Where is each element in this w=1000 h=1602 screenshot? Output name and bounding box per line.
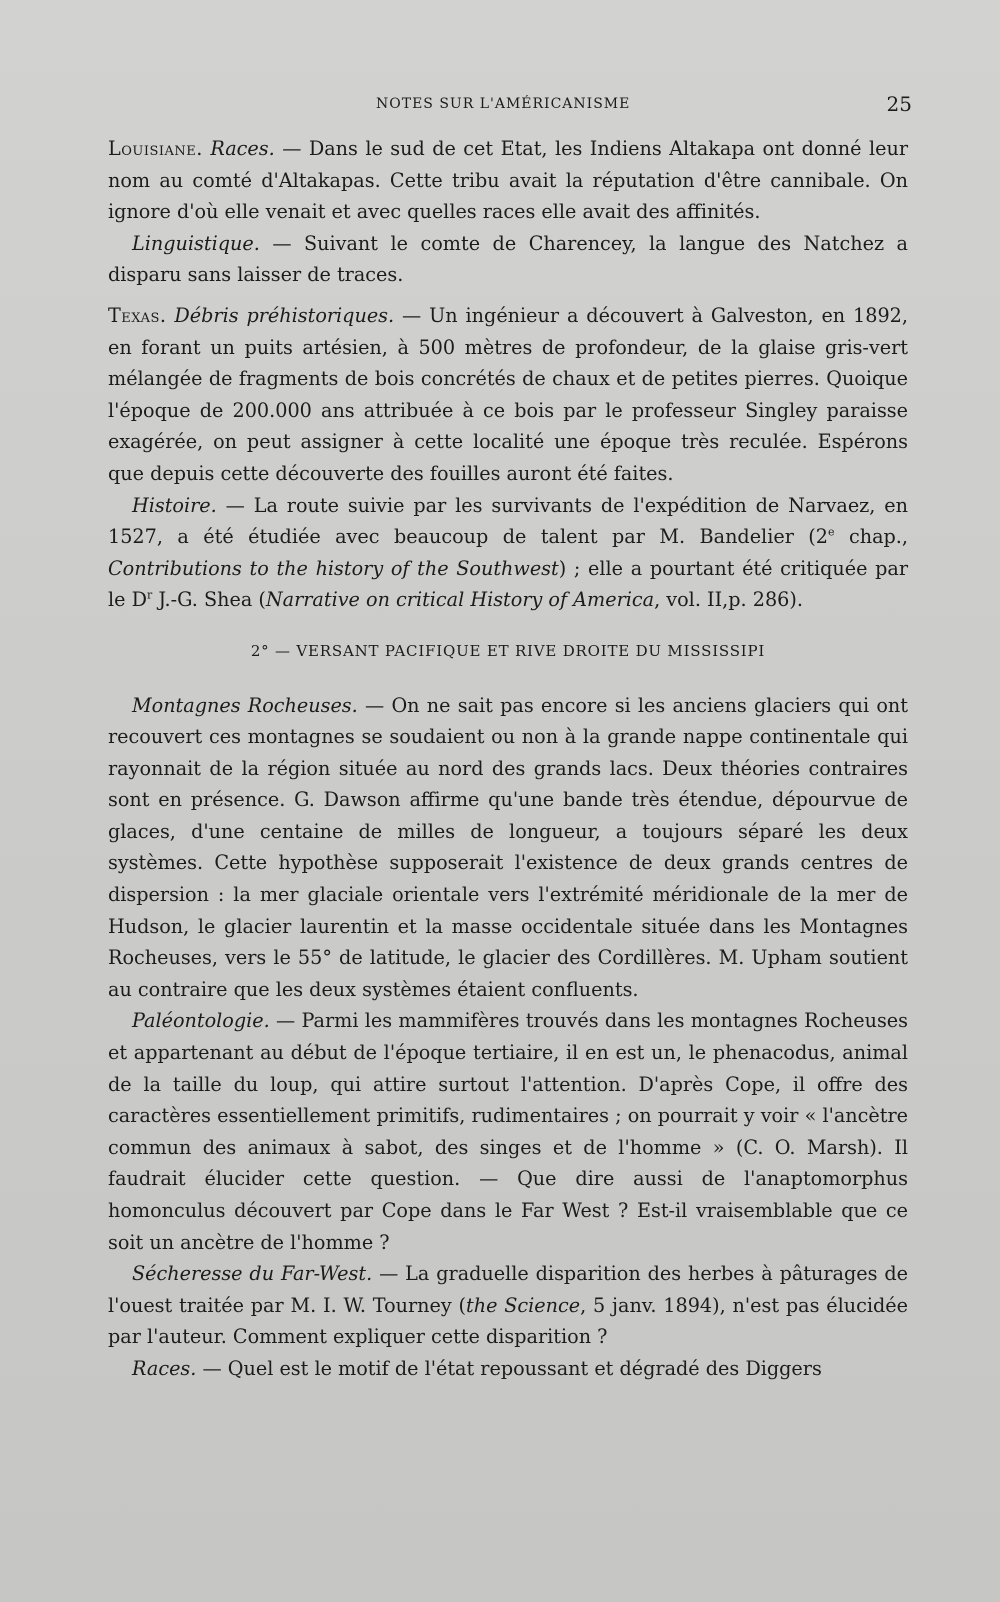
paragraph-text: — Suivant le comte de Charencey, la langue des Natchez a disparu sans laisser de traces.: [108, 231, 908, 287]
section-title: 2° — VERSANT PACIFIQUE ET RIVE DROITE DU MISSISSIPI: [250, 641, 766, 660]
page-header: [106, 94, 912, 118]
superscript: e: [828, 525, 835, 539]
paragraph-text: — On ne sait pas encore si les anciens glaciers qui ont recouvert ces montagnes se soudaient ou non à la grande nappe continentale qui rayonnait de la région située au nord des grands lacs. Deux théories contraires sont en présence. G. Dawson affirme qu'une bande très étendue, dépourvue de glaces, d'une centaine de milles de longueur, a toujours séparé les deux systèmes. Cette hypothèse supposerait l'existence de deux grands centres de dispersion : la mer glaciale orientale vers l'extrémité méridionale de la mer de Hudson, le glacier laurentin et la masse occidentale située dans les Montagnes Rocheuses, vers le 55° de latitude, le glacier des Cordillères. M. Upham soutient au contraire que les deux systèmes étaient confluents.: [108, 693, 908, 1001]
paragraph-secheresse: [108, 1258, 908, 1353]
topic-label-races: Races.: [132, 1356, 197, 1380]
paragraph-rocheuses: [108, 690, 908, 1006]
paragraph-text: ) ; elle a pourtant été critiquée par le D: [108, 556, 908, 612]
topic-label-debris: Débris préhistoriques.: [174, 303, 395, 327]
page-body: [108, 133, 908, 1385]
paragraph-louisiane-races: [108, 133, 908, 228]
region-heading-louisiane: Louisiane.: [108, 137, 203, 160]
paragraph-text: — La graduelle disparition des herbes à pâturages de l'ouest traitée par M. I. W. Tourney (: [108, 1262, 908, 1317]
paragraph-text: — Dans le sud de cet Etat, les Indiens Altakapa ont donné leur nom au comté d'Altakapas. Cette tribu avait la réputation d'être cannibale. On ignore d'où elle venait et avec quelles races elle avait des affinités.: [108, 137, 908, 224]
region-heading-texas: Texas.: [108, 303, 167, 327]
paragraph-text: , 5 janv. 1894), n'est pas élucidée par l'auteur. Comment expliquer cette disparition ?: [108, 1293, 908, 1349]
page-number: 25: [886, 92, 912, 116]
paragraph-louisiane-linguistique: [108, 228, 908, 291]
paragraph-paleontologie: [108, 1005, 908, 1258]
paragraph-text: J.-G. Shea (: [152, 588, 266, 612]
paragraph-texas-debris: [108, 300, 908, 490]
topic-label-rocheuses: Montagnes Rocheuses.: [132, 693, 358, 717]
paragraph-text: , vol. II,p. 286).: [654, 588, 803, 612]
topic-label-linguistique: Linguistique.: [132, 231, 260, 255]
topic-label-histoire: Histoire.: [132, 493, 217, 517]
paragraph-text: — La route suivie par les survivants de l'expédition de Narvaez, en 1527, a été étudiée avec beaucoup de talent par M. Bandelier (2: [108, 493, 908, 549]
paragraph-text: — Quel est le motif de l'état repoussant et dégradé des Diggers: [196, 1356, 822, 1380]
topic-label-races: Races.: [210, 137, 275, 160]
work-title: the Science: [466, 1293, 581, 1317]
paragraph-text: — Parmi les mammifères trouvés dans les montagnes Rocheuses et appartenant au début de l'époque tertiaire, il en est un, le phenacodus, animal de la taille du loup, qui attire surtout l'attention. D'après Cope, il offre des caractères essentiellement primitifs, rudimentaires ; on pourrait y voir « l'ancètre commun des animaux à sabot, des singes et de l'homme » (C. O. Marsh). Il faudrait élucider cette question. — Que dire aussi de l'anaptomorphus homonculus découvert par Cope dans le Far West ? Est-il vraisemblable que ce soit un ancètre de l'homme ?: [108, 1009, 908, 1254]
paragraph-texas-histoire: [108, 490, 908, 616]
topic-label-paleontologie: Paléontologie.: [132, 1009, 270, 1033]
paragraph-text: chap.,: [834, 525, 908, 549]
work-title: Narrative on critical History of America: [265, 588, 655, 612]
paragraph-races-diggers: [108, 1353, 908, 1385]
paragraph-text: — Un ingénieur a découvert à Galveston, en 1892, en forant un puits artésien, à 500 mètres de profondeur, de la glaise gris-vert mélangée de fragments de bois concrétés de chaux et de petites pierres. Quoique l'époque de 200.000 ans attribuée à ce bois par le professeur Singley paraisse exagérée, on peut assigner à cette localité une époque très reculée. Espérons que depuis cette découverte des fouilles auront été faites.: [108, 303, 908, 485]
topic-label-secheresse: Sécheresse du Far-West.: [132, 1262, 373, 1286]
work-title: Contributions to the history of the Southwest: [108, 556, 559, 580]
running-head: NOTES SUR L'AMÉRICANISME: [376, 96, 631, 112]
superscript: r: [146, 588, 153, 602]
